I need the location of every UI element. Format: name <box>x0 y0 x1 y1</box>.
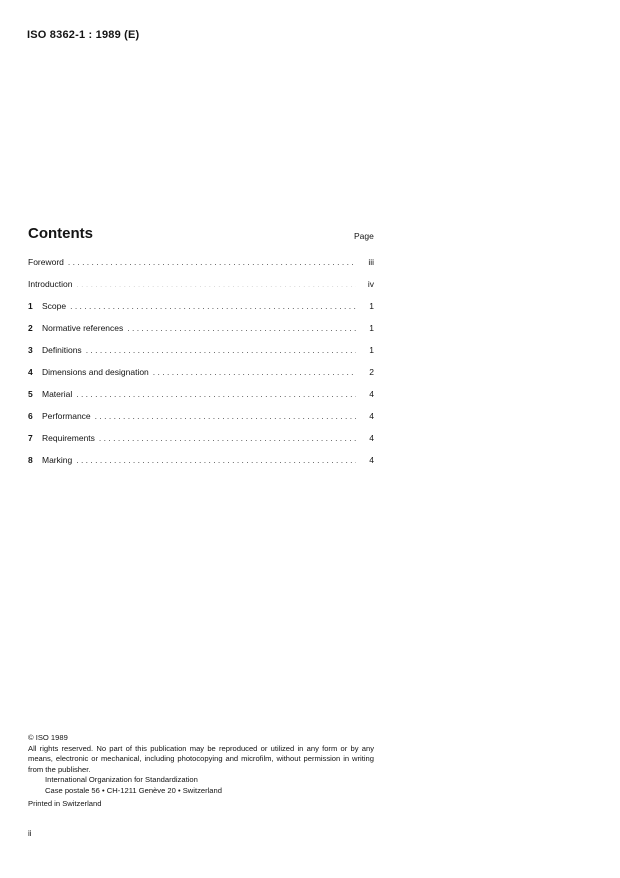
toc-entry-title: Performance <box>42 411 91 421</box>
toc-dot-leader <box>76 387 356 401</box>
toc-entry-scope[interactable] <box>28 299 374 321</box>
toc-dot-leader <box>153 365 356 379</box>
organization-name: International Organization for Standardization <box>45 775 198 784</box>
toc-dot-leader <box>99 431 356 445</box>
table-of-contents <box>28 255 374 475</box>
document-header: ISO 8362-1 : 1989 (E) <box>27 29 140 41</box>
toc-entry-number: 5 <box>28 389 33 399</box>
toc-dot-leader <box>70 299 356 313</box>
toc-entry-page: 4 <box>369 411 374 421</box>
toc-entry-number: 1 <box>28 301 33 311</box>
organization-address: Case postale 56 • CH-1211 Genève 20 • Switzerland <box>45 785 222 795</box>
toc-dot-leader <box>76 453 356 467</box>
toc-entry-page: 2 <box>369 367 374 377</box>
toc-entry-page: 1 <box>369 301 374 311</box>
printed-location: Printed in Switzerland <box>28 799 102 808</box>
toc-entry-page: 4 <box>369 455 374 465</box>
toc-entry-title: Introduction <box>28 279 73 289</box>
toc-dot-leader <box>95 409 356 423</box>
toc-entry-title: Requirements <box>42 433 95 443</box>
toc-entry-page: iii <box>368 257 374 267</box>
toc-entry-page: 4 <box>369 389 374 399</box>
copyright-notice <box>28 733 374 810</box>
toc-entry-normative-references[interactable] <box>28 321 374 343</box>
toc-entry-definitions[interactable] <box>28 343 374 365</box>
toc-entry-requirements[interactable] <box>28 431 374 453</box>
toc-entry-marking[interactable] <box>28 453 374 475</box>
toc-entry-page: 4 <box>369 433 374 443</box>
toc-entry-title: Definitions <box>42 345 82 355</box>
toc-dot-leader <box>68 255 356 269</box>
toc-dot-leader <box>76 277 356 291</box>
toc-entry-dimensions-and-designation[interactable] <box>28 365 374 387</box>
toc-entry-number: 7 <box>28 433 33 443</box>
toc-entry-page: iv <box>367 279 374 289</box>
toc-entry-number: 3 <box>28 345 33 355</box>
toc-entry-performance[interactable] <box>28 409 374 431</box>
toc-entry-number: 6 <box>28 411 33 421</box>
toc-entry-title: Foreword <box>28 257 64 267</box>
toc-entry-number: 4 <box>28 367 33 377</box>
toc-entry-introduction[interactable] <box>28 277 374 299</box>
toc-entry-title: Scope <box>42 301 67 311</box>
toc-entry-title: Normative references <box>42 323 124 333</box>
toc-entry-page: 1 <box>369 345 374 355</box>
copyright-line: © ISO 1989 <box>28 733 68 742</box>
toc-dot-leader <box>86 343 356 357</box>
toc-entry-title: Dimensions and designation <box>42 367 149 377</box>
toc-entry-page: 1 <box>369 323 374 333</box>
contents-heading: Contents <box>28 225 93 242</box>
toc-entry-material[interactable] <box>28 387 374 409</box>
page-number: ii <box>28 829 32 838</box>
toc-dot-leader <box>127 321 356 335</box>
toc-entry-number: 2 <box>28 323 33 333</box>
toc-entry-foreword[interactable] <box>28 255 374 277</box>
toc-entry-number: 8 <box>28 455 33 465</box>
toc-entry-title: Marking <box>42 455 73 465</box>
rights-statement: All rights reserved. No part of this publication may be reproduced or utilized in any form or by any means, electronic or mechanical, including photocopying and microfilm, without permission in writing from the publisher. <box>28 743 374 774</box>
toc-entry-title: Material <box>42 389 73 399</box>
page-column-label: Page <box>354 231 374 241</box>
